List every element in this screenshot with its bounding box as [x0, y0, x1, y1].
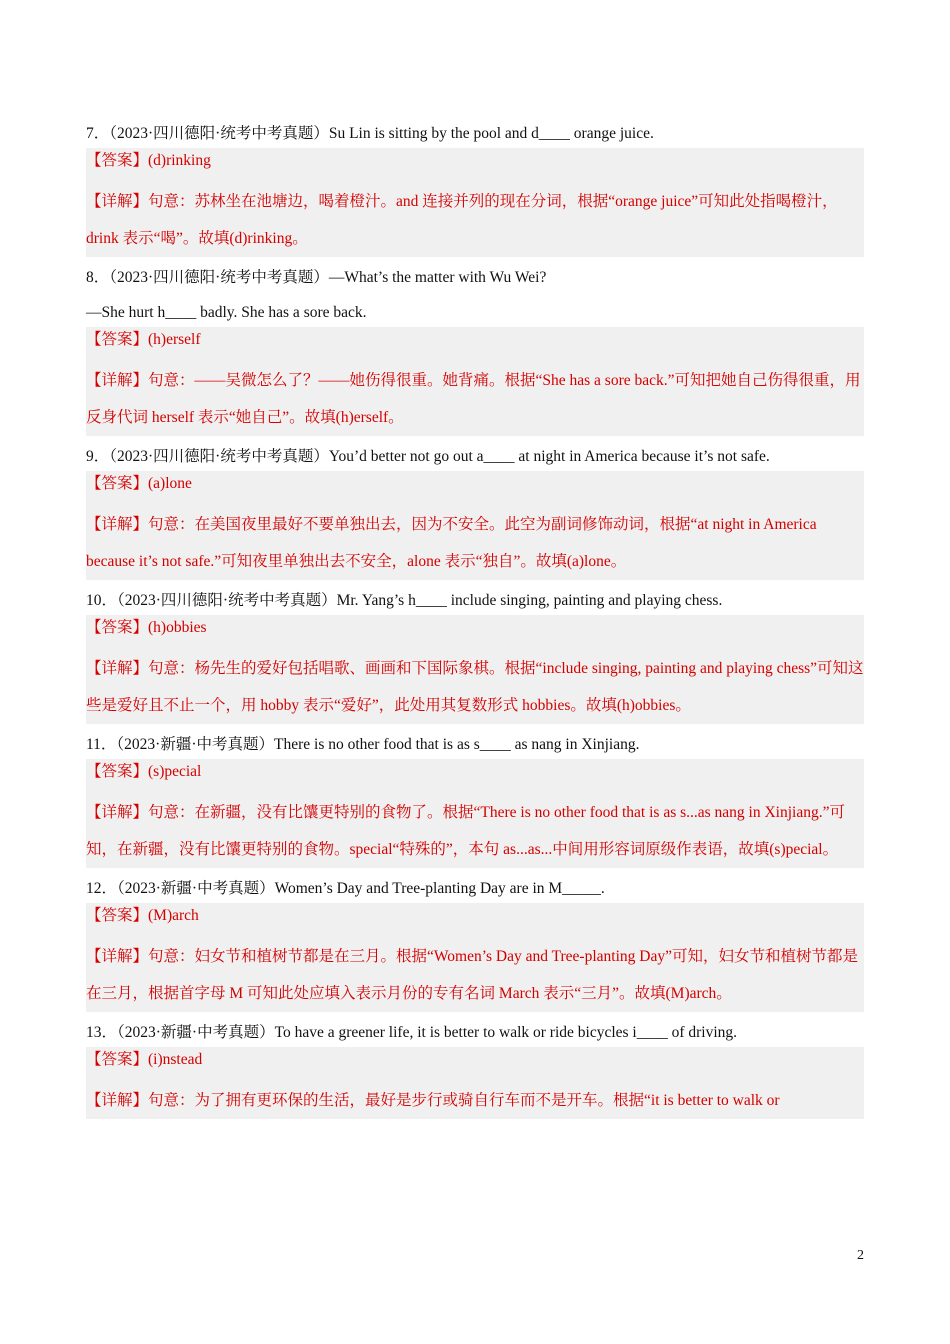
question-11	[86, 733, 864, 757]
explanation-text: 【详解】句意：苏林坐在池塘边，喝着橙汁。and 连接并列的现在分词，根据“orange juice”可知此处指喝橙汁，drink 表示“喝”。故填(d)rinking。	[86, 193, 838, 247]
question-10	[86, 589, 864, 613]
question-text: 7．（2023·四川德阳·统考中考真题）Su Lin is sitting by the pool and d____ orange juice.	[86, 125, 654, 142]
question-text: 9．（2023·四川德阳·统考中考真题）You’d better not go out a____ at night in America because it’s not safe.	[86, 448, 770, 465]
explanation-text: 【详解】句意：杨先生的爱好包括唱歌、画画和下国际象棋。根据“include singing, painting and playing chess”可知这些是爱好且不止一个，用 hobby 表示“爱好”，此处用其复数形式 hobbies。故填(h)obbies。	[86, 660, 864, 714]
document-body	[86, 122, 864, 1119]
answer-line: 【答案】(M)arch	[86, 907, 199, 924]
explanation-text: 【详解】句意：——吴微怎么了？——她伤得很重。她背痛。根据“She has a sore back.”可知把她自己伤得很重，用反身代词 herself 表示“她自己”。故填(h)erself。	[86, 372, 861, 426]
explanation-text: 【详解】句意：妇女节和植树节都是在三月。根据“Women’s Day and Tree-planting Day”可知，妇女节和植树节都是在三月，根据首字母 M 可知此处应填入表示月份的专有名词 March 表示“三月”。故填(M)arch。	[86, 948, 858, 1002]
question-text: 8．（2023·四川德阳·统考中考真题）—What’s the matter with Wu Wei?	[86, 269, 547, 286]
question-9	[86, 445, 864, 469]
question-text: 11．（2023·新疆·中考真题）There is no other food that is as s____ as nang in Xinjiang.	[86, 736, 640, 753]
answer-line: 【答案】(i)nstead	[86, 1051, 203, 1068]
explanation-text: 【详解】句意：为了拥有更环保的生活，最好是步行或骑自行车而不是开车。根据“it is better to walk or	[86, 1092, 780, 1109]
question-text: 10．（2023·四川德阳·统考中考真题）Mr. Yang’s h____ include singing, painting and playing chess.	[86, 592, 723, 609]
question-7	[86, 122, 864, 146]
question-8	[86, 266, 864, 325]
answer-box-10	[86, 615, 864, 724]
answer-box-11	[86, 759, 864, 868]
question-text-line2: —She hurt h____ badly. She has a sore back.	[86, 304, 367, 321]
explanation-text: 【详解】句意：在新疆，没有比馕更特别的食物了。根据“There is no other food that is as s...as nang in Xinjiang.”可知，在新疆，没有比馕更特别的食物。special“特殊的”，本句 as...as...中间用形容词原级作表语，故填(s)pecial。	[86, 804, 845, 858]
answer-box-9	[86, 471, 864, 580]
answer-box-8	[86, 327, 864, 436]
answer-line: 【答案】(a)lone	[86, 475, 192, 492]
question-text: 13．（2023·新疆·中考真题）To have a greener life, it is better to walk or ride bicycles i____ of driving.	[86, 1024, 738, 1041]
page-number: 2	[857, 1248, 864, 1263]
answer-line: 【答案】(d)rinking	[86, 152, 211, 169]
answer-line: 【答案】(h)obbies	[86, 619, 207, 636]
answer-box-7	[86, 148, 864, 257]
answer-line: 【答案】(s)pecial	[86, 763, 202, 780]
answer-box-12	[86, 903, 864, 1012]
question-text: 12．（2023·新疆·中考真题）Women’s Day and Tree-planting Day are in M_____.	[86, 880, 605, 897]
explanation-text: 【详解】句意：在美国夜里最好不要单独出去，因为不安全。此空为副词修饰动词，根据“at night in America because it’s not safe.”可知夜里单独出去不安全，alone 表示“独自”。故填(a)lone。	[86, 516, 817, 570]
answer-line: 【答案】(h)erself	[86, 331, 201, 348]
question-13	[86, 1021, 864, 1045]
answer-box-13	[86, 1047, 864, 1119]
question-12	[86, 877, 864, 901]
